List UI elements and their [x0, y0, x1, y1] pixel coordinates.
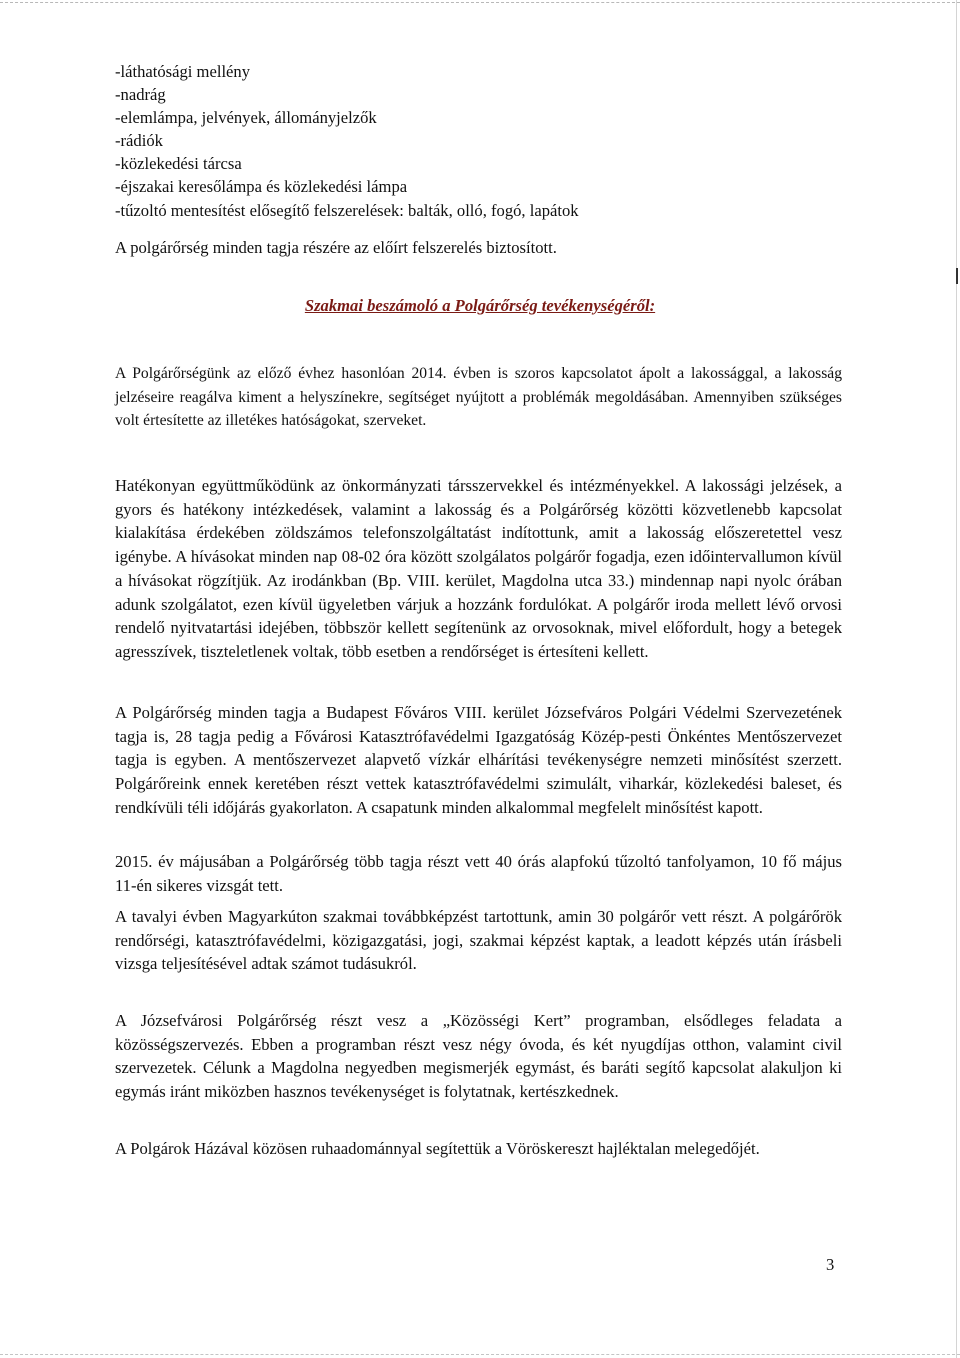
list-item: -tűzoltó mentesítést elősegítő felszerelések: balták, olló, fogó, lapátok: [115, 200, 579, 220]
list-item: -láthatósági mellény: [115, 62, 251, 81]
scan-edge-mark: [956, 268, 958, 284]
paragraph-training: A tavalyi évben Magyarkúton szakmai továbbképzést tartottunk, amin 30 polgárőr vett részt. A polgárőrök rendőrségi, katasztrófavédelmi, közigazgatási, jogi, szakmai képzést kaptak, a leadott képzés után írásbeli vizsga teljesítésével adtak számot tudásukról.: [115, 907, 842, 974]
list-item: -éjszakai keresőlámpa és közlekedési lámpa: [115, 177, 408, 197]
list-item: -nadrág: [115, 85, 166, 105]
paragraph-donation: A Polgárok Házával közösen ruhaadománnyal segítettük a Vöröskereszt hajléktalan melegedőjét.: [115, 1139, 760, 1158]
list-item: -rádiók: [115, 131, 163, 151]
section-heading: Szakmai beszámoló a Polgárőrség tevékenységéről:: [304, 296, 656, 315]
paragraph-firefighter-course: 2015. év májusában a Polgárőrség több tagja részt vett 40 órás alapfokú tűzoltó tanfolyamon, 10 fő május 11-én sikeres vizsgát tett.: [115, 852, 842, 895]
list-item: -közlekedési tárcsa: [115, 154, 242, 174]
paragraph-community-garden: A Józsefvárosi Polgárőrség részt vesz a „Közösségi Kert” programban, elsődleges feladata a közösségszervezés. Ebben a programban részt vesz négy óvoda, és két nyugdíjas otthon, valamint civil szervezetek. Célunk a Magdolna negyedben megismerjék egymást, és baráti segítő kapcsolat alakuljon ki egymás iránt miközben hasznos tevékenységet is folytatnak, kertészkednek.: [115, 1011, 842, 1102]
scan-edge-right: [956, 0, 957, 1358]
equipment-list: [115, 60, 579, 222]
paragraph-cooperation: A Polgárőrségünk az előző évhez hasonlóan 2014. évben is szoros kapcsolatot ápolt a lakossággal, a lakosság jelzéseire reagálva kiment a helyszínekre, segítséget nyújtott a problémák megoldásában. Amennyiben szükséges volt értesítette az illetékes hatóságokat, szerveket.: [115, 365, 842, 430]
paragraph-collaboration: Hatékonyan együttműködünk az önkormányzati társszervekkel és intézményekkel. A lakossági jelzések, a gyors és hatékony intézkedések, valamint a lakosság és a Polgárőrség közötti közvetlenebb kapcsolat kialakítása érdekében zöldszámos telefonszolgáltatást indítottunk, amit a lakosság előszeretettel vesz igénybe. A hívásokat minden nap 08-02 óra között szolgálatos polgárőr fogadja, ezen időintervallumon kívül a hívásokat rögzítjük. Az irodánkban (Bp. VIII. kerület, Magdolna utca 33.) mindennap napi nyolc órában adunk szolgálatot, ezen kívül ügyeletben várjuk a hozzánk fordulókat. A polgárőr iroda mellett lévő orvosi rendelő nyitvatartási idejében, többször kellett segítenünk az orvosoknak, mivel előfordult, hogy a betegek agresszívek, tiszteletlenek voltak, több esetben a rendőrséget is értesíteni kellett.: [115, 476, 842, 661]
equipment-statement: A polgárőrség minden tagja részére az előírt felszerelés biztosított.: [115, 238, 557, 257]
scan-edge-top: [0, 2, 960, 3]
scan-edge-bottom: [0, 1354, 960, 1355]
list-item: -elemlámpa, jelvények, állományjelzők: [115, 108, 377, 128]
page-number: 3: [826, 1255, 835, 1274]
paragraph-civil-defence: A Polgárőrség minden tagja a Budapest Főváros VIII. kerület Józsefváros Polgári Védelmi Szervezetének tagja is, 28 tagja pedig a Fővárosi Katasztrófavédelmi Igazgatóság Közép-pesti Önkéntes Mentőszervezet tagja is egyben. A mentőszervezet alapvető vízkár elhárítási tevékenységre nemzeti minősítést szerzett. Polgárőreink ennek keretében részt vettek katasztrófavédelmi szimulált, viharkár, közlekedési baleset, és rendkívüli téli időjárás gyakorlaton. A csapatunk minden alkalommal megfelelt minősítést kapott.: [115, 703, 842, 817]
